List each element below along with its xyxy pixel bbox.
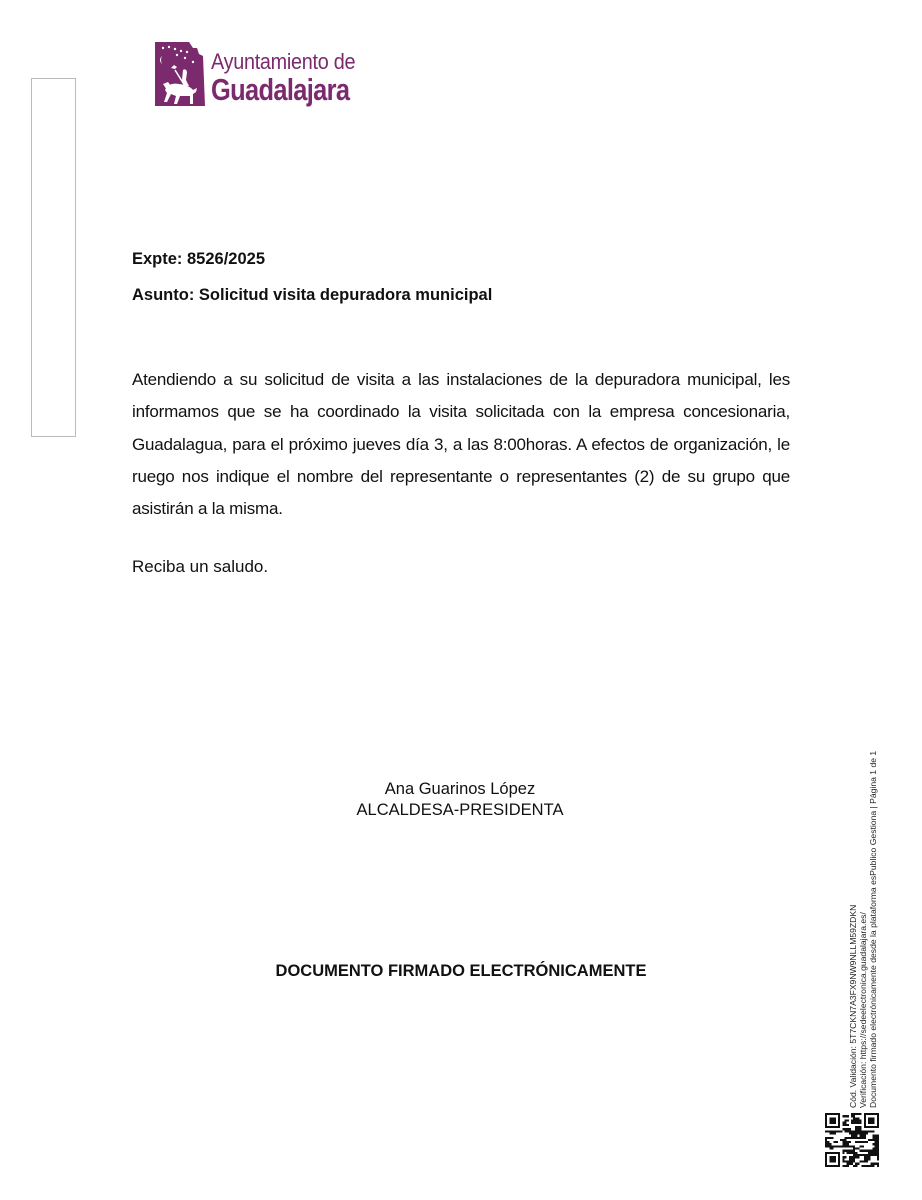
organization-name-line1: Ayuntamiento de — [211, 49, 356, 74]
verification-sidebar — [848, 751, 878, 1108]
subject-line: Asunto: Solicitud visita depuradora municipal — [132, 286, 493, 304]
organization-logo — [153, 40, 356, 108]
letter-body — [132, 364, 790, 525]
verification-url[interactable]: Verificación: https://sedeelectronica.guadalajara.es/ — [858, 912, 868, 1108]
file-number: Expte: 8526/2025 — [132, 250, 266, 268]
organization-name-line2: Guadalajara — [211, 72, 350, 107]
closing-greeting: Reciba un saludo. — [132, 557, 269, 576]
signer-title: ALCALDESA-PRESIDENTA — [356, 801, 564, 819]
electronic-signature-notice: DOCUMENTO FIRMADO ELECTRÓNICAMENTE — [275, 962, 647, 980]
platform-notice: Documento firmado electrónicamente desde la plataforma esPublico Gestiona | Página 1 de 1 — [868, 750, 878, 1108]
signature-block — [0, 779, 922, 821]
knight-on-horse-crest-icon — [153, 40, 207, 108]
organization-name — [211, 50, 380, 106]
body-paragraph: Atendiendo a su solicitud de visita a las instalaciones de la depuradora municipal, les informamos que se ha coordinado la visita solicitada con la empresa concesionaria, Guadalagua, para el próximo jueves día 3, a las 8:00horas. A efectos de organización, le ruego nos indique el nombre del representante o representantes (2) de su grupo que asistirán a la misma. — [132, 370, 790, 519]
registry-stamp-box — [31, 78, 76, 437]
validation-code: Cód. Validación: 5T7CKN7A3FX9NW9NLLM59ZDKN — [848, 904, 858, 1108]
signer-name: Ana Guarinos López — [384, 780, 536, 798]
qr-code-icon — [825, 1113, 879, 1167]
